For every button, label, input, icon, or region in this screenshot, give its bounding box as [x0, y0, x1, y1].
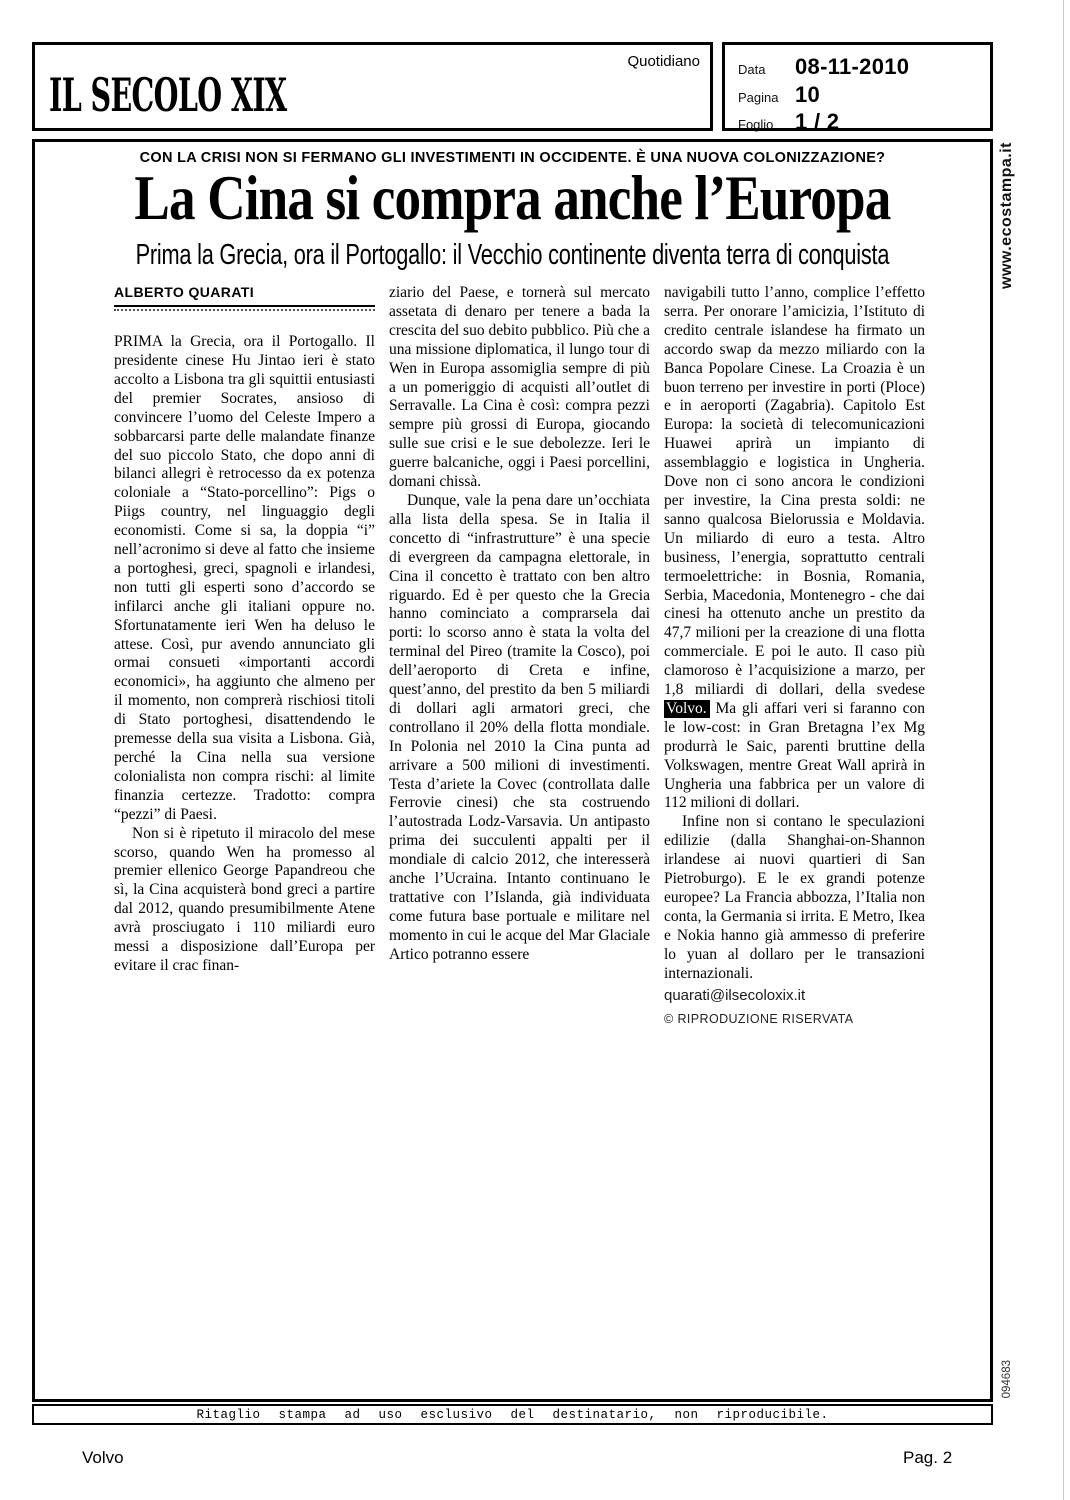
article-paragraph: PRIMA la Grecia, ora il Portogallo. Il presidente cinese Hu Jintao ieri è stato accolto a Lisbona tra gli squittii entusiasti del premier Socrates, ansioso di convincere l’uomo del Celeste Impero a sobbarcarsi parte delle malandate finanze del suo piccolo Stato, che dopo anni di bilanci allegri è retrocesso da ex potenza coloniale a “Stato-porcellino”: Pigs o Piigs country, nel linguaggio degli economisti. Come si sa, la doppia “i” nell’acronimo si deve al fatto che insieme a portoghesi, greci, spagnoli e irlandesi, non tutti gli esperti sono d’accordo se infilarci anche gli italiani oppure no. Sfortunatamente ieri Wen ha deluso le attese. Così, pur avendo annunciato gli ormai consueti «importanti accordi economici», ha aggiunto che almeno per il momento, non comprerà rischiosi titoli di Stato portoghesi, disattendendo le premesse della sua visita a Lisbona. Già, perché la Cina nella sua versione colonialista non compra rischi: al limite finanzia certezze. Tradotto: compra “pezzi” di Paesi. [114, 333, 375, 823]
publication-type-label: Quotidiano [627, 53, 700, 70]
meta-row-sheet [738, 109, 839, 135]
article-paragraph: navigabili tutto l’anno, complice l’effetto serra. Per onorare l’amicizia, l’Istituto di credito centrale islandese ha firmato un accordo swap da mezzo miliardo con la Banca Popolare Cinese. La Croazia è un buon terreno per investire in porti (Ploce) e in aeroporti (Zagabria). Capitolo Est Europa: la società di telecomunicazioni Huawei aprirà un impianto di assemblaggio e logistica in Ungheria. Dove non ci sono ancora le condizioni per investire, la Cina presta soldi: ne sanno qualcosa Bielorussia e Moldavia. Un miliardo di euro a testa. Altro business, l’energia, soprattutto centrali termoelettriche: in Bosnia, Romania, Serbia, Macedonia, Montenegro - che dai cinesi ha ottenuto anche un prestito da 47,7 milioni per la creazione di una flotta commerciale. E poi le auto. Il caso più clamoroso è l’acquisizione a marzo, per 1,8 miliardi di dollari, della svedese Volvo. Ma gli affari veri si faranno con le low-cost: in Gran Bretagna l’ex Mg produrrà le Saic, parenti bruttine della Volkswagen, mentre Great Wall aprirà in Ungheria una fabbrica per un valore di 112 milioni di dollari. [664, 284, 925, 812]
byline-divider [114, 309, 375, 311]
footer-subject: Volvo [82, 1448, 124, 1467]
clipping-meta-box [722, 42, 993, 134]
clipping-disclaimer: Ritaglio stampa ad uso esclusivo del destinatario, non riproducibile. [32, 1404, 993, 1425]
meta-label-sheet: Foglio [738, 117, 774, 132]
masthead-box [32, 42, 713, 131]
article-column-2 [389, 284, 650, 1027]
newspaper-logo: IL SECOLO XIX [49, 68, 287, 122]
meta-label-page: Pagina [738, 90, 779, 105]
article-subhead: Prima la Grecia, ora il Portogallo: il Vecchio continente diventa terra di conquista [135, 239, 890, 271]
subhead-row [35, 238, 990, 272]
meta-row-page [738, 82, 820, 108]
article-paragraph: Non si è ripetuto il miracolo del mese scorso, quando Wen ha promesso al premier ellenico George Papandreou che sì, la Cina acquisterà bond greci a partire dal 2012, quando presumibilmente Atene avrà prosciugato i 110 miliardi euro messi a disposizione dall’Europa per evitare il crac finan- [114, 824, 375, 974]
article-byline: ALBERTO QUARATI [114, 284, 375, 307]
article-body [114, 284, 926, 1027]
headline-row [35, 164, 990, 232]
meta-row-date [738, 54, 909, 80]
meta-value-page: 10 [795, 82, 821, 107]
copyright-notice: © RIPRODUZIONE RISERVATA [664, 1011, 854, 1026]
article-kicker: CON LA CRISI NON SI FERMANO GLI INVESTIMENTI IN OCCIDENTE. È UNA NUOVA COLONIZZAZIONE? [139, 150, 886, 166]
article-column-1 [114, 284, 375, 1027]
article-column-3 [664, 284, 925, 1027]
clipping-code: 094683 [1001, 1360, 1013, 1399]
scan-edge-line [1063, 0, 1064, 1500]
article-paragraph: Dunque, vale la pena dare un’occhiata alla lista della spesa. Se in Italia il concetto di “infrastrutture” è una specie di evergreen da campagna elettorale, in Cina il concetto è trattato con ben altro riguardo. Ed è per questo che la Grecia hanno cominciato a comprarsela dai porti: lo scorso anno è stata la volta del terminal del Pireo (tramite la Cosco), poi dell’aeroporto di Creta e infine, quest’anno, del prestito da ben 5 miliardi di dollari agli armatori greci, che controllano il 20% della flotta mondiale. In Polonia nel 2010 la Cina punta ad arrivare a 500 milioni di investimenti. Testa d’ariete la Covec (controllata dalle Ferrovie cinesi) che sta costruendo l’autostrada Lodz-Varsavia. Un antipasto prima dei succulenti appalti per il mondiale di calcio 2012, che interesserà anche l’Ucraina. Intanto continuano le trattative con l’Islanda, già individuata come futura base portuale e militare nel momento in cui le acque del Mar Glaciale Artico potranno essere [389, 491, 650, 963]
meta-value-sheet: 1 / 2 [795, 109, 840, 134]
article-paragraph: Infine non si contano le speculazioni edilizie (dalla Shanghai-on-Shannon irlandese ai nuovi quartieri di San Pietroburgo). E le ex grandi potenze europee? La Francia abbozza, l’Italia non conta, la Germania si irrita. E Metro, Ikea e Nokia hanno già ammesso di preferire lo yuan al dollaro per le transazioni internazionali. [664, 813, 925, 982]
meta-value-date: 08-11-2010 [795, 54, 910, 79]
watermark-site: www.ecostampa.it [998, 142, 1015, 289]
meta-label-date: Data [738, 62, 766, 77]
article-paragraph: ziario del Paese, e tornerà sul mercato assetata di denaro per tenere a bada la crescita del suo debito pubblico. Più che a una missione diplomatica, il lungo tour di Wen in Europa assomiglia sempre di più a un pomeriggio di acquisti all’outlet di Serravalle. La Cina è così: compra pezzi sempre più grossi di Europa, giocando sulle sue crisi e le sue debolezze. Ieri le guerre balcaniche, oggi i Paesi porcellini, domani chissà. [389, 284, 650, 491]
highlighted-keyword: Volvo. [664, 700, 710, 718]
author-email: quarati@ilsecoloxix.it [664, 986, 806, 1004]
footer-page-number: Pag. 2 [903, 1448, 953, 1467]
article-headline: La Cina si compra anche l’Europa [134, 162, 891, 233]
